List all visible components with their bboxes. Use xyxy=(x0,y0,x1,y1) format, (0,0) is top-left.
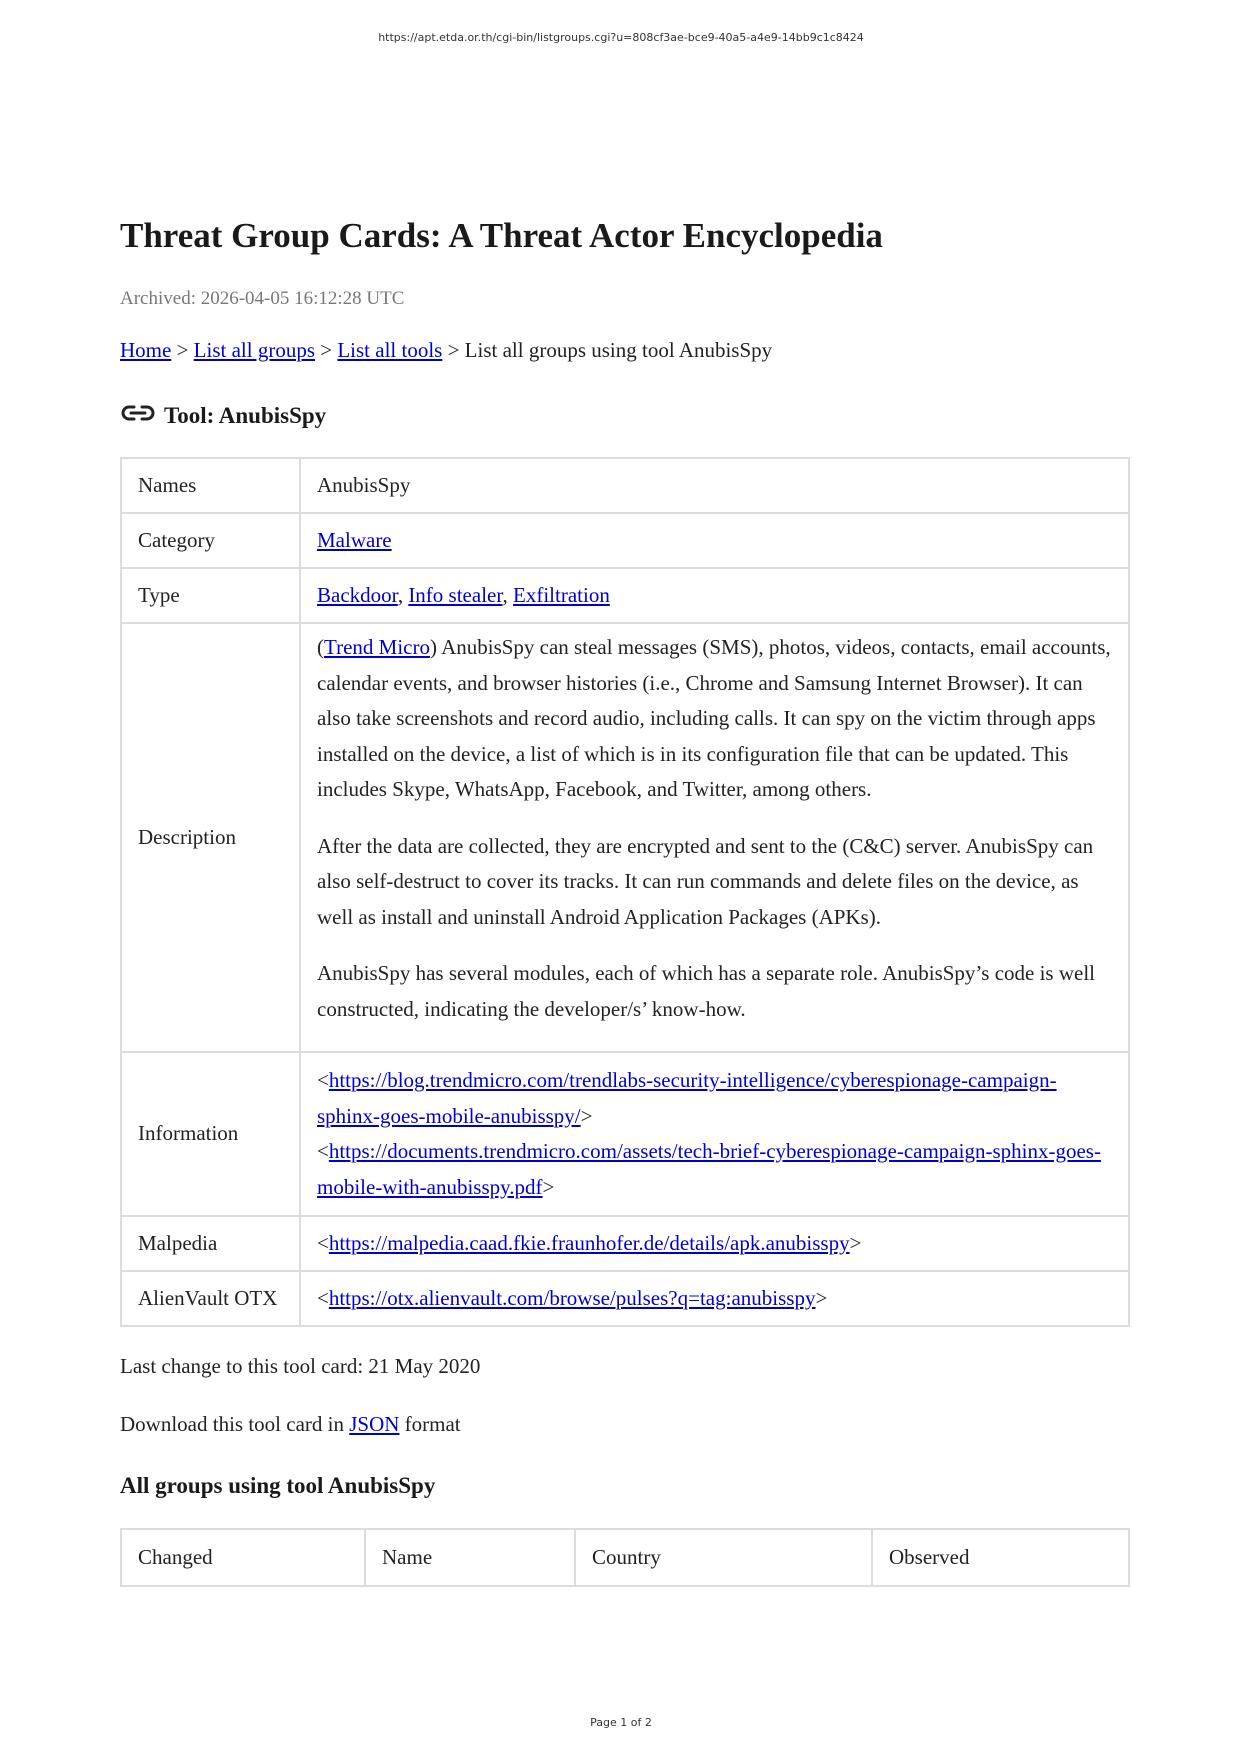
malpedia-link[interactable]: https://malpedia.caad.fkie.fraunhofer.de/details/apk.anubisspy xyxy=(328,1230,850,1255)
download-text: Download this tool card in JSON format xyxy=(120,1412,461,1436)
table-row-information xyxy=(121,1052,1129,1216)
table-row-names xyxy=(121,458,1129,513)
table-row-category xyxy=(121,513,1129,568)
malpedia-label: Malpedia xyxy=(121,1216,300,1271)
tool-heading xyxy=(120,399,1130,433)
table-row-malpedia xyxy=(121,1216,1129,1271)
tool-heading-text: Tool: AnubisSpy xyxy=(164,403,327,428)
names-value: AnubisSpy xyxy=(300,458,1129,513)
category-label: Category xyxy=(121,513,300,568)
information-link[interactable]: https://blog.trendmicro.com/trendlabs-security-intelligence/cyberespionage-campaign-sphinx-goes-mobile-anubisspy/ xyxy=(317,1068,1057,1128)
groups-table xyxy=(120,1528,1130,1587)
column-header-observed[interactable]: Observed xyxy=(872,1529,1129,1586)
breadcrumb xyxy=(120,335,1130,365)
json-download-link[interactable]: JSON xyxy=(349,1412,400,1436)
breadcrumb-separator: > xyxy=(171,338,194,362)
otx-value: <https://otx.alienvault.com/browse/pulses?q=tag:anubisspy> xyxy=(300,1271,1129,1326)
last-change-text: Last change to this tool card: 21 May 2020 xyxy=(120,1354,481,1378)
breadcrumb-home-link[interactable]: Home xyxy=(120,338,172,362)
tool-card-table xyxy=(120,457,1130,1327)
type-value: Backdoor, Info stealer, Exfiltration xyxy=(300,568,1129,623)
table-row-description xyxy=(121,623,1129,1052)
type-backdoor-link[interactable]: Backdoor xyxy=(317,582,398,607)
table-row-otx xyxy=(121,1271,1129,1326)
column-header-name[interactable]: Name xyxy=(365,1529,575,1586)
description-label: Description xyxy=(121,623,300,1052)
page-title: Threat Group Cards: A Threat Actor Encyclopedia xyxy=(120,216,883,255)
page-number: Page 1 of 2 xyxy=(590,1716,652,1729)
source-trend-micro-link[interactable]: Trend Micro xyxy=(324,635,430,659)
table-row-type xyxy=(121,568,1129,623)
description-paragraph: AnubisSpy has several modules, each of which has a separate role. AnubisSpy’s code is well constructed, indicating the developer/s’ know-how. xyxy=(317,961,1095,1021)
information-entry: <https://documents.trendmicro.com/assets/tech-brief-cyberespionage-campaign-sphinx-goes-mobile-with-anubisspy.pdf> xyxy=(317,1139,1101,1199)
information-value xyxy=(300,1052,1129,1216)
breadcrumb-list-groups-link[interactable]: List all groups xyxy=(193,338,315,362)
description-value xyxy=(300,623,1129,1052)
archived-timestamp: Archived: 2026-04-05 16:12:28 UTC xyxy=(120,288,405,309)
otx-label: AlienVault OTX xyxy=(121,1271,300,1326)
groups-header-row xyxy=(121,1529,1129,1586)
breadcrumb-list-tools-link[interactable]: List all tools xyxy=(337,338,443,362)
breadcrumb-current: > List all groups using tool AnubisSpy xyxy=(442,338,773,362)
description-paragraph: (Trend Micro) AnubisSpy can steal messages (SMS), photos, videos, contacts, email accounts, calendar events, and browser histories (i.e., Chrome and Samsung Internet Browser). It can also take screenshots and record audio, including calls. It can spy on the victim through apps installed on the device, a list of which is in its configuration file that can be updated. This includes Skype, WhatsApp, Facebook, and Twitter, among others. xyxy=(317,635,1111,801)
link-icon xyxy=(120,401,156,425)
type-label: Type xyxy=(121,568,300,623)
description-paragraph: After the data are collected, they are encrypted and sent to the (C&C) server. AnubisSpy can also self-destruct to cover its tracks. It can run commands and delete files on the device, as well as install and uninstall Android Application Packages (APKs). xyxy=(317,833,1094,929)
type-info-stealer-link[interactable]: Info stealer xyxy=(408,582,503,607)
otx-link[interactable]: https://otx.alienvault.com/browse/pulses?q=tag:anubisspy xyxy=(328,1285,816,1310)
information-entry: <https://blog.trendmicro.com/trendlabs-security-intelligence/cyberespionage-campaign-sphinx-goes-mobile-anubisspy/> xyxy=(317,1068,1057,1128)
information-link[interactable]: https://documents.trendmicro.com/assets/tech-brief-cyberespionage-campaign-sphinx-goes-mobile-with-anubisspy.pdf xyxy=(317,1139,1101,1199)
column-header-country[interactable]: Country xyxy=(575,1529,872,1586)
column-header-changed[interactable]: Changed xyxy=(121,1529,365,1586)
malpedia-value: <https://malpedia.caad.fkie.fraunhofer.de/details/apk.anubisspy> xyxy=(300,1216,1129,1271)
print-url: https://apt.etda.or.th/cgi-bin/listgroups.cgi?u=808cf3ae-bce9-40a5-a4e9-14bb9c1c8424 xyxy=(378,31,864,44)
type-exfiltration-link[interactable]: Exfiltration xyxy=(513,582,610,607)
main-content xyxy=(120,212,1130,1587)
breadcrumb-separator: > xyxy=(315,338,338,362)
groups-heading: All groups using tool AnubisSpy xyxy=(120,1473,436,1498)
names-label: Names xyxy=(121,458,300,513)
information-label: Information xyxy=(121,1052,300,1216)
category-value xyxy=(300,513,1129,568)
category-malware-link[interactable]: Malware xyxy=(317,527,392,552)
